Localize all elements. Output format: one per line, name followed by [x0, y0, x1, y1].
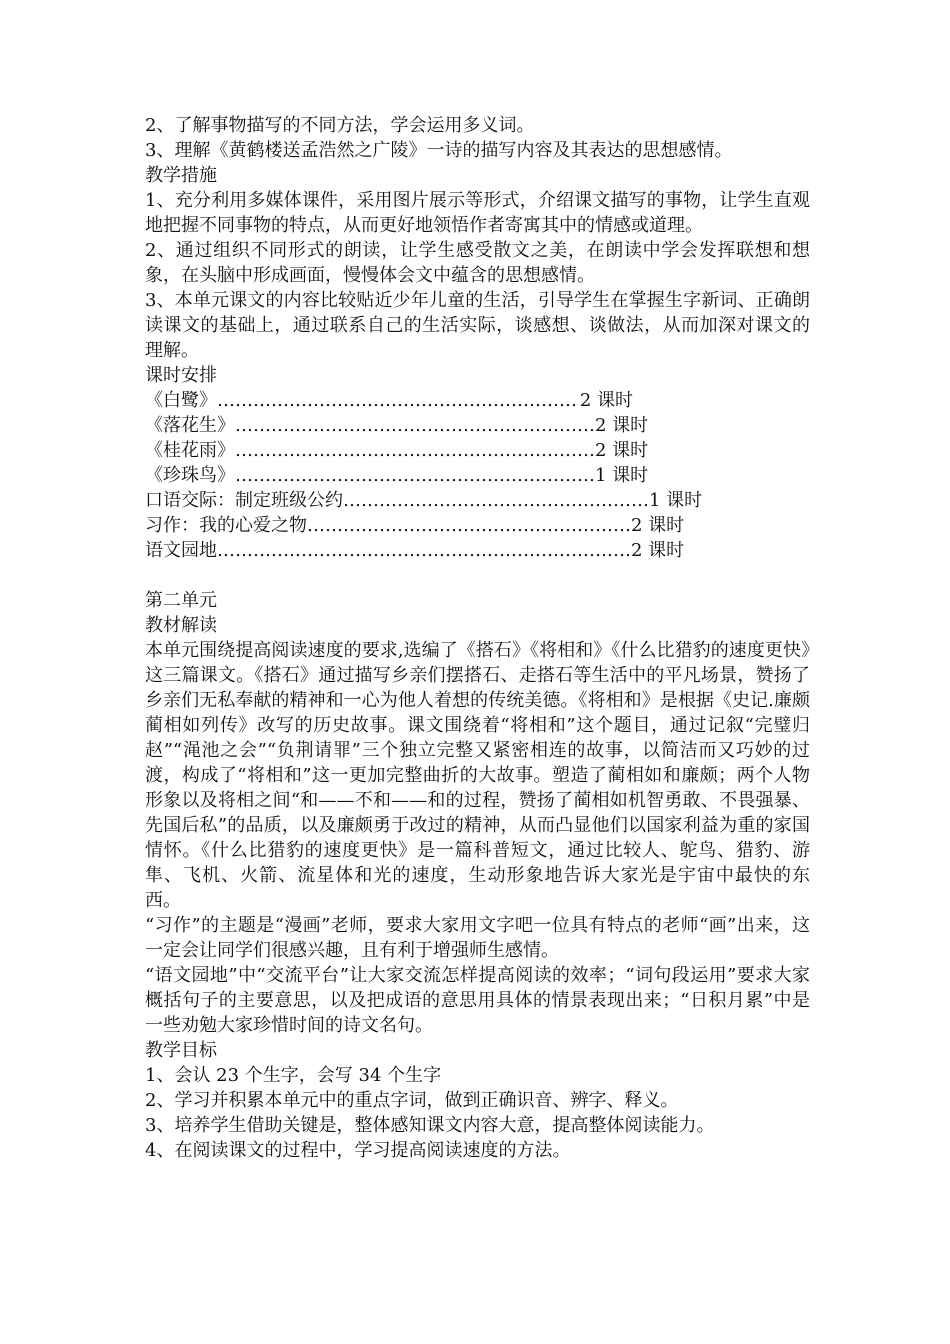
schedule-leader-dots: ………………………………………………	[307, 515, 631, 536]
schedule-list	[145, 388, 810, 563]
reading-paragraph: “语文园地”中“交流平台”让大家交流怎样提高阅读的效率；“词句段运用”要求大家概括句子的主要意思，以及把成语的意思用具体的情景表现出来；“日积月累”中是一些劝勉大家珍惜时间的诗文名句。	[145, 965, 810, 1036]
schedule-hours: 2 课时	[631, 515, 685, 536]
measure-item: 2、通过组织不同形式的朗读，让学生感受散文之美，在朗读中学会发挥联想和想象，在头脑中形成画面，慢慢体会文中蕴含的思想感情。	[145, 240, 810, 286]
schedule-title: 《落花生》	[145, 415, 235, 436]
goal-item: 4、在阅读课文的过程中，学习提高阅读速度的方法。	[145, 1140, 571, 1161]
section-heading: 教学目标	[145, 1040, 217, 1061]
schedule-leader-dots: ……………………………………………………	[235, 465, 595, 486]
schedule-row	[145, 388, 633, 413]
measure-item: 1、充分利用多媒体课件，采用图片展示等形式，介绍课文描写的事物，让学生直观地把握不同事物的特点，从而更好地领悟作者寄寓其中的情感或道理。	[145, 190, 810, 236]
schedule-title: 语文园地	[145, 540, 217, 561]
goal-item: 3、理解《黄鹤楼送孟浩然之广陵》一诗的描写内容及其表达的思想感情。	[145, 140, 733, 161]
schedule-title: 习作：我的心爱之物	[145, 515, 307, 536]
section-heading: 课时安排	[145, 365, 217, 386]
goal-item: 3、培养学生借助关键是，整体感知课文内容大意，提高整体阅读能力。	[145, 1115, 715, 1136]
goal-item: 2、了解事物描写的不同方法，学会运用多义词。	[145, 115, 535, 136]
schedule-row	[145, 538, 685, 563]
schedule-hours: 1 课时	[649, 490, 703, 511]
blank-line	[145, 563, 810, 588]
section-heading: 教材解读	[145, 615, 217, 636]
schedule-hours: 1 课时	[595, 465, 649, 486]
schedule-title: 口语交际：制定班级公约	[145, 490, 343, 511]
schedule-title: 《白鹭》	[145, 390, 217, 411]
goal-item: 2、学习并积累本单元中的重点字词，做到正确识音、辨字、释义。	[145, 1090, 679, 1111]
schedule-row	[145, 463, 649, 488]
schedule-leader-dots: ……………………………………………………	[235, 415, 595, 436]
unit-heading: 第二单元	[145, 590, 217, 611]
schedule-row	[145, 488, 703, 513]
schedule-hours: 2 课时	[595, 415, 649, 436]
schedule-row	[145, 438, 649, 463]
schedule-row	[145, 513, 685, 538]
schedule-title: 《珍珠鸟》	[145, 465, 235, 486]
reading-paragraph: “习作”的主题是“漫画”老师，要求大家用文字吧一位具有特点的老师“画”出来，这一定会让同学们很感兴趣，且有利于增强师生感情。	[145, 915, 810, 961]
schedule-row	[145, 413, 649, 438]
schedule-leader-dots: ……………………………………………………	[235, 440, 595, 461]
reading-paragraph: 本单元围绕提高阅读速度的要求,选编了《搭石》《将相和》《什么比猎豹的速度更快》这三篇课文。《搭石》通过描写乡亲们摆搭石、走搭石等生活中的平凡场景，赞扬了乡亲们无私奉献的精神和一心为他人着想的传统美德。《将相和》是根据《史记.廉颇蔺相如列传》改写的历史故事。课文围绕着“将相和”这个题目，通过记叙“完璧归赵”“渑池之会”“负荆请罪”三个独立完整又紧密相连的故事，以简洁而又巧妙的过渡，构成了“将相和”这一更加完整曲折的大故事。塑造了蔺相如和廉颇；两个人物形象以及将相之间“和——不和——和的过程，赞扬了蔺相如机智勇敢、不畏强暴、先国后私”的品质，以及廉颇勇于改过的精神，从而凸显他们以国家利益为重的家国情怀。《什么比猎豹的速度更快》是一篇科普短文，通过比较人、鸵鸟、猎豹、游隼、飞机、火箭、流星体和光的速度，生动形象地告诉大家光是宇宙中最快的东西。	[145, 640, 810, 911]
goal-item: 1、会认 23 个生字，会写 34 个生字	[145, 1065, 442, 1086]
schedule-leader-dots: ……………………………………………………	[217, 390, 577, 411]
section-heading: 教学措施	[145, 165, 217, 186]
schedule-hours: 2 课时	[579, 390, 633, 411]
schedule-hours: 2 课时	[631, 540, 685, 561]
document-page	[145, 113, 810, 1163]
schedule-hours: 2 课时	[595, 440, 649, 461]
measure-item: 3、本单元课文的内容比较贴近少年儿童的生活，引导学生在掌握生字新词、正确朗读课文的基础上，通过联系自己的生活实际，谈感想、谈做法，从而加深对课文的理解。	[145, 290, 810, 361]
schedule-leader-dots: ……………………………………………………………	[217, 540, 631, 561]
schedule-leader-dots: ……………………………………………	[343, 490, 649, 511]
schedule-title: 《桂花雨》	[145, 440, 235, 461]
